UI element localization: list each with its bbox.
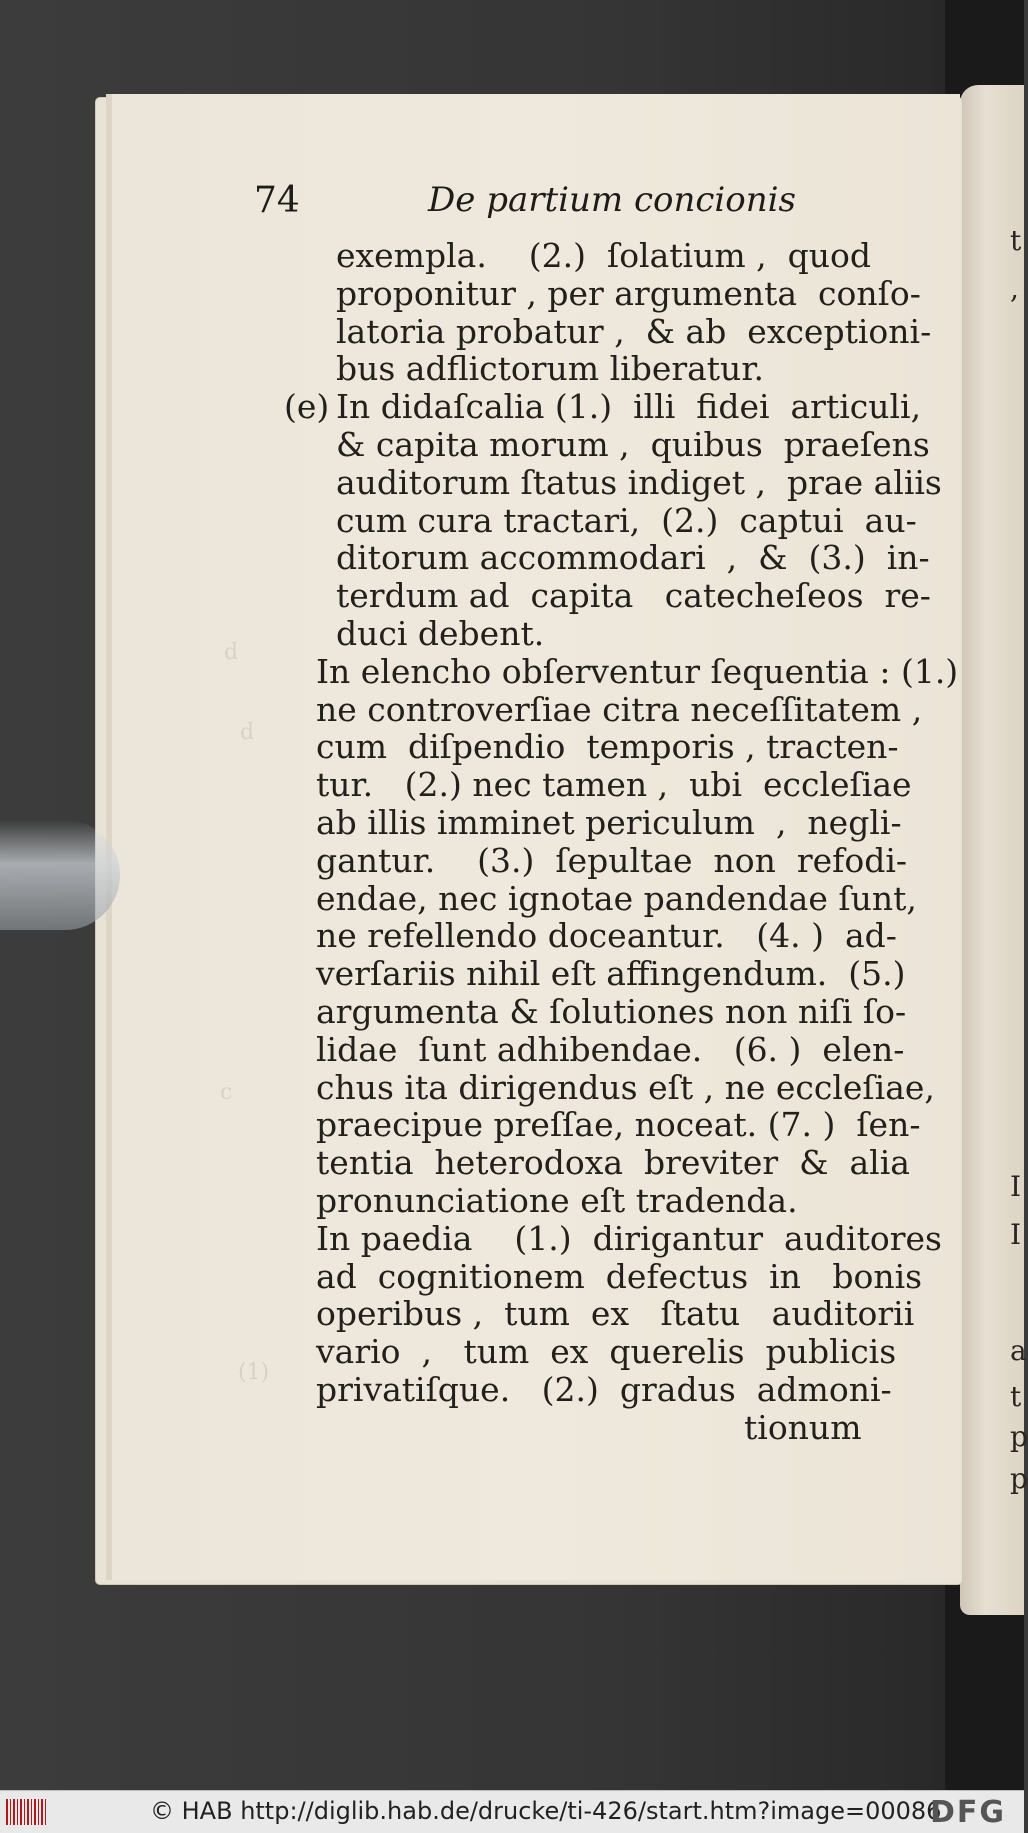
- line-text: cum cura tractari, (2.) captui au-: [336, 500, 917, 540]
- text-line: [0, 652, 1024, 692]
- line-text: ne refellendo doceantur. (4. ) ad-: [316, 916, 897, 956]
- text-line: [0, 1408, 1024, 1448]
- show-through-mark: d: [240, 720, 255, 745]
- text-line: [0, 1068, 1024, 1108]
- line-text: verſariis nihil eſt affingendum. (5.): [316, 954, 906, 994]
- line-text: argumenta & ſolutiones non niſi ſo-: [316, 992, 907, 1031]
- text-line: [0, 1143, 1024, 1183]
- text-line: [0, 690, 1024, 730]
- line-text: tentia heterodoxa breviter & alia: [316, 1143, 910, 1183]
- line-text: praecipue preſſae, noceat. (7. ) ſen-: [316, 1105, 921, 1145]
- text-line: [0, 576, 1024, 616]
- line-text: cum diſpendio temporis , tracten-: [316, 727, 899, 767]
- text-line: [0, 463, 1024, 503]
- text-line: [0, 727, 1024, 767]
- line-text: bus adflictorum liberatur.: [336, 349, 764, 389]
- next-page-glyph: p: [1010, 1462, 1028, 1495]
- next-page-glyph: a: [1010, 1334, 1027, 1367]
- line-text: tionum: [744, 1407, 862, 1447]
- text-line: [0, 1370, 1024, 1410]
- text-line: [0, 1181, 1024, 1221]
- dfg-logo: DFG: [930, 1795, 1007, 1830]
- page-number: 74: [254, 180, 300, 221]
- line-text: ditorum accommodari , & (3.) in-: [336, 538, 930, 578]
- line-text: endae, nec ignotae pandendae ſunt,: [316, 878, 917, 918]
- line-text: latoria probatur , & ab exceptioni-: [336, 311, 932, 351]
- text-line: [0, 916, 1024, 956]
- text-line: [0, 1332, 1024, 1372]
- line-text: chus ita dirigendus eſt , ne eccleſiae,: [316, 1067, 935, 1107]
- text-line: [0, 841, 1024, 881]
- line-text: ab illis imminet periculum , negli-: [316, 803, 902, 842]
- line-text: operibus , tum ex ſtatu auditorii: [316, 1294, 915, 1334]
- text-line: [0, 349, 1024, 389]
- next-page-glyph: I: [1010, 1170, 1022, 1203]
- next-page-glyph: t: [1010, 1380, 1022, 1413]
- text-line: [0, 1294, 1024, 1334]
- line-text: gantur. (3.) ſepultae non refodi-: [316, 840, 908, 880]
- note-marker: (e): [284, 387, 330, 427]
- text-line: [0, 1219, 1024, 1259]
- barcode-icon: [6, 1799, 46, 1825]
- footer-credit: © HAB http://diglib.hab.de/drucke/ti-426/start.htm?image=00086: [150, 1797, 942, 1825]
- line-text: lidae ſunt adhibendae. (6. ) elen-: [316, 1029, 905, 1069]
- line-text: ne controverſiae citra neceſſitatem ,: [316, 689, 923, 729]
- text-line: [0, 501, 1024, 541]
- line-text: ad cognitionem defectus in bonis: [316, 1256, 923, 1296]
- line-text: proponitur , per argumenta conſo-: [336, 273, 921, 313]
- line-text: In elencho obſerventur ſequentia : (1.): [316, 651, 959, 691]
- line-text: vario , tum ex querelis publicis: [316, 1332, 897, 1372]
- text-line: [0, 803, 1024, 843]
- next-page-glyph: t: [1010, 224, 1022, 257]
- next-page-glyph: I: [1010, 1218, 1022, 1251]
- text-line: [0, 954, 1024, 994]
- line-text: auditorum ſtatus indiget , prae aliis: [336, 462, 942, 502]
- next-page-glyph: p: [1010, 1420, 1028, 1453]
- text-line: [0, 614, 1024, 654]
- footer-bar: [0, 1790, 1024, 1833]
- line-text: terdum ad capita catecheſeos re-: [336, 576, 931, 616]
- line-text: exempla. (2.) ſolatium , quod: [336, 236, 871, 275]
- text-line: [0, 538, 1024, 578]
- line-text: & capita morum , quibus praeſens: [336, 425, 930, 464]
- next-page-glyph: ,: [1010, 272, 1019, 305]
- line-text: In didaſcalia (1.) illi fidei articuli,: [336, 387, 922, 427]
- show-through-mark: d: [224, 640, 239, 665]
- text-line: [0, 274, 1024, 314]
- text-line: [0, 879, 1024, 919]
- text-line: [0, 1105, 1024, 1145]
- line-text: In paedia (1.) dirigantur auditores: [316, 1218, 942, 1258]
- text-line: [0, 236, 1024, 276]
- text-line: [0, 1257, 1024, 1297]
- line-text: tur. (2.) nec tamen , ubi eccleſiae: [316, 765, 912, 805]
- show-through-mark: c: [220, 1080, 233, 1105]
- show-through-mark: (1): [238, 1360, 270, 1385]
- text-line: [0, 992, 1024, 1032]
- text-line: [0, 312, 1024, 352]
- line-text: pronunciatione eſt tradenda.: [316, 1181, 798, 1220]
- text-line: [0, 387, 1024, 427]
- text-line: [0, 425, 1024, 465]
- text-line: [0, 765, 1024, 805]
- text-line: [0, 1030, 1024, 1070]
- line-text: duci debent.: [336, 614, 545, 653]
- line-text: privatiſque. (2.) gradus admoni-: [316, 1370, 892, 1409]
- running-title: De partium concionis: [428, 180, 796, 220]
